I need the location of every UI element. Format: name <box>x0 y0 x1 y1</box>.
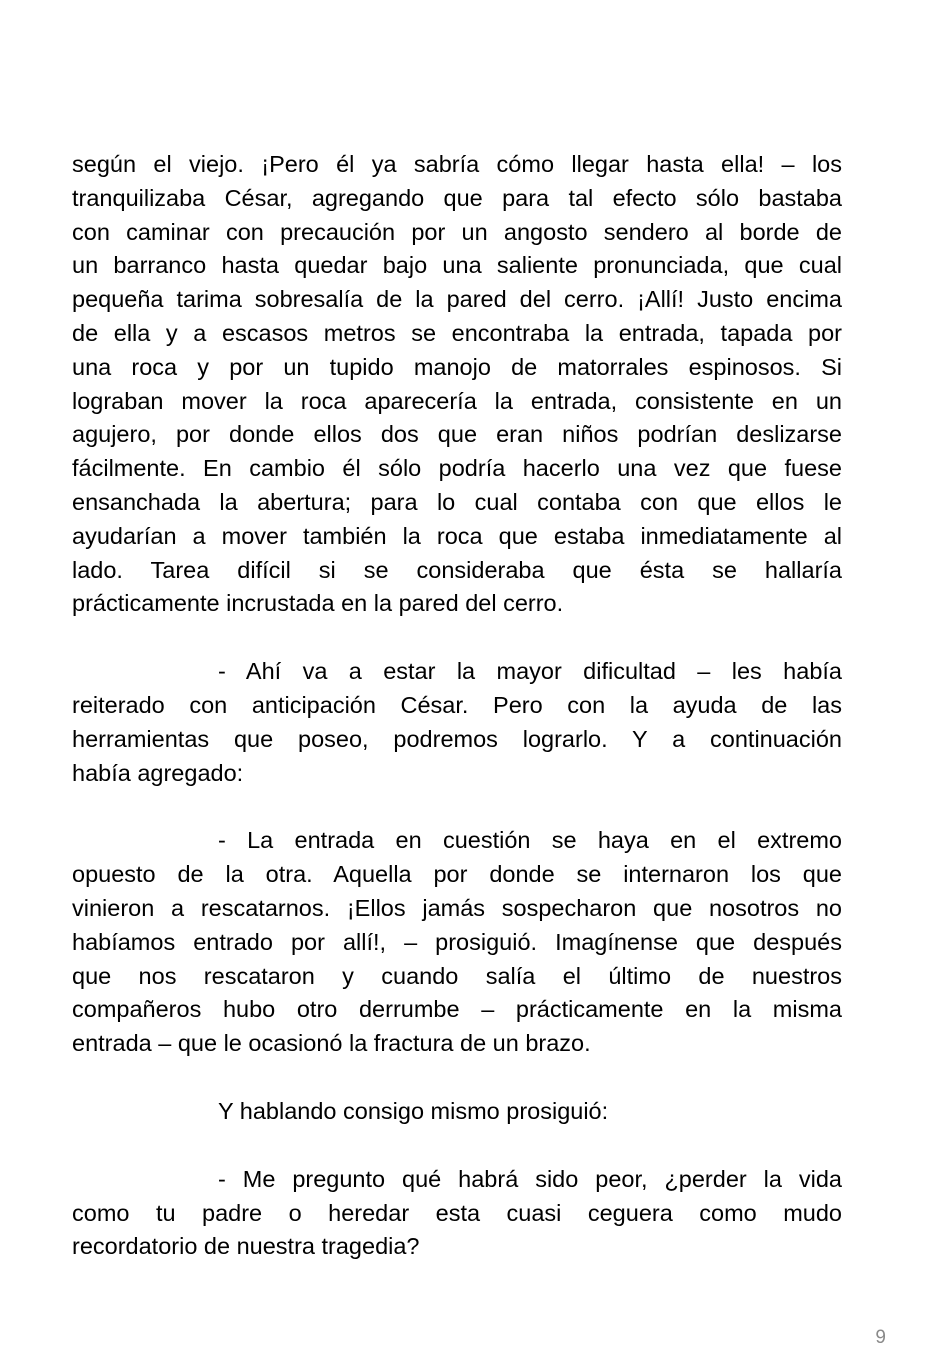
text-line: ensanchada la abertura; para lo cual contaba con que ellos le <box>72 488 842 515</box>
paragraph <box>72 1095 842 1129</box>
paragraph-gap <box>72 621 842 655</box>
text-line: lado. Tarea difícil si se consideraba que ésta se hallaría <box>72 556 842 583</box>
text-line: Y hablando consigo mismo prosiguió: <box>218 1097 609 1124</box>
text-line: que nos rescataron y cuando salía el último de nuestros <box>72 962 842 989</box>
text-line: herramientas que poseo, podremos lograrlo. Y a continuación <box>72 725 842 752</box>
text-line: una roca y por un tupido manojo de matorrales espinosos. Si <box>72 353 842 380</box>
text-line: compañeros hubo otro derrumbe – prácticamente en la misma <box>72 996 842 1023</box>
paragraph-gap <box>72 1061 842 1095</box>
text-line: reiterado con anticipación César. Pero con la ayuda de las <box>72 691 842 718</box>
text-line: había agregado: <box>72 759 244 786</box>
text-line: según el viejo. ¡Pero él ya sabría cómo llegar hasta ella! – los <box>72 151 842 177</box>
text-line: - Me pregunto qué habrá sido peor, ¿perder la vida <box>218 1165 842 1192</box>
text-line: - Ahí va a estar la mayor dificultad – les había <box>218 658 842 685</box>
text-line: agujero, por donde ellos dos que eran niños podrían deslizarse <box>72 421 842 448</box>
text-line: prácticamente incrustada en la pared del cerro. <box>72 590 564 617</box>
text-line: con caminar con precaución por un angosto sendero al borde de <box>72 218 842 245</box>
text-line: entrada – que le ocasionó la fractura de un brazo. <box>72 1030 591 1057</box>
text-line: opuesto de la otra. Aquella por donde se internaron los que <box>72 861 842 888</box>
paragraph-gap <box>72 790 842 824</box>
text-line: tranquilizaba César, agregando que para tal efecto sólo bastaba <box>72 184 842 211</box>
page-number: 9 <box>875 1327 886 1348</box>
paragraph-gap <box>72 1129 842 1163</box>
text-line: fácilmente. En cambio él sólo podría hacerlo una vez que fuese <box>72 455 842 482</box>
text-line: - La entrada en cuestión se haya en el extremo <box>218 827 842 854</box>
text-line: de ella y a escasos metros se encontraba la entrada, tapada por <box>72 319 842 346</box>
body-text <box>72 148 842 1264</box>
paragraph <box>72 148 842 621</box>
text-line: pequeña tarima sobresalía de la pared del cerro. ¡Allí! Justo encima <box>72 286 842 313</box>
text-line: ayudarían a mover también la roca que estaba inmediatamente al <box>72 522 842 549</box>
text-line: habíamos entrado por allí!, – prosiguió. Imagínense que después <box>72 928 842 955</box>
text-line: como tu padre o heredar esta cuasi ceguera como mudo <box>72 1199 842 1226</box>
text-line: recordatorio de nuestra tragedia? <box>72 1233 420 1260</box>
text-line: un barranco hasta quedar bajo una saliente pronunciada, que cual <box>72 252 842 279</box>
paragraph <box>72 1163 842 1264</box>
paragraph <box>72 655 842 790</box>
text-line: lograban mover la roca aparecería la entrada, consistente en un <box>72 387 842 414</box>
text-line: vinieron a rescatarnos. ¡Ellos jamás sospecharon que nosotros no <box>72 894 842 921</box>
paragraph <box>72 824 842 1061</box>
